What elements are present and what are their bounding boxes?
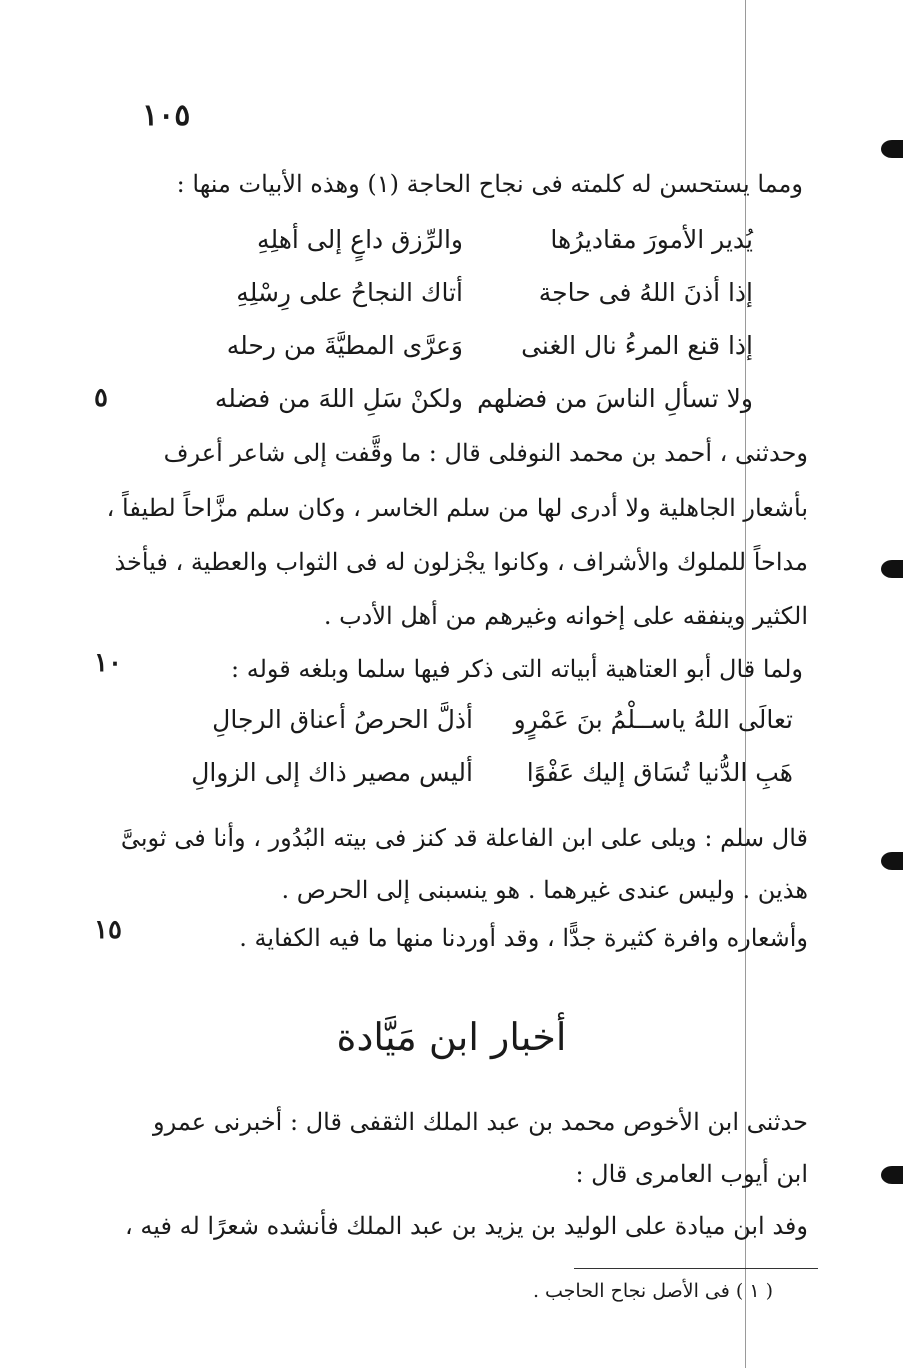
footnote-rule (574, 1268, 818, 1269)
verse-hemistich: يُدير الأمورَ مقاديرُها (550, 225, 753, 254)
paragraph-line: وحدثنى ، أحمد بن محمد النوفلى قال : ما وقَّفت إلى شاعر أعرف (163, 439, 808, 467)
scan-artifact (881, 852, 903, 870)
paragraph-line: مداحاً للملوك والأشراف ، وكانوا يجْزلون له فى الثواب والعطية ، فيأخذ (114, 548, 808, 576)
paragraph-line: وفد ابن ميادة على الوليد بن يزيد بن عبد الملك فأنشده شعرًا له فيه ، (125, 1212, 808, 1240)
verse-line (183, 758, 793, 787)
paragraph-line: ولما قال أبو العتاهية أبياته التى ذكر فيها سلما وبلغه قوله : (230, 655, 803, 683)
section-heading: أخبار ابن مَيَّادة (336, 1015, 567, 1059)
paragraph-line: الكثير وينفقه على إخوانه وغيرهم من أهل الأدب . (323, 602, 808, 630)
line-number: ١٥ (94, 915, 122, 945)
footnote: ( ١ ) فى الأصل نجاح الحاجب . (532, 1280, 773, 1302)
scan-artifact (881, 560, 903, 578)
scan-artifact (881, 140, 903, 158)
verse-hemistich: والرِّزق داعٍ إلى أهلِهِ (257, 225, 463, 254)
paragraph-line: وأشعاره وافرة كثيرة جدًّا ، وقد أوردنا منها ما فيه الكفاية . (239, 924, 808, 952)
verse-hemistich: أتاك النجاحُ على رِسْلِهِ (236, 278, 463, 307)
verse-hemistich: تعالَى اللهُ ياســلْمُ بنَ عَمْرٍو (513, 705, 793, 734)
verse-line (203, 384, 753, 413)
line-number: ١٠ (94, 648, 122, 678)
intro-line: ومما يستحسن له كلمته فى نجاح الحاجة (١) وهذه الأبيات منها : (176, 170, 803, 198)
verse-hemistich: ولكنْ سَلِ اللهَ من فضله (214, 384, 463, 413)
paragraph-line: بأشعار الجاهلية ولا أدرى لها من سلم الخاسر ، وكان سلم مزَّاحاً لطيفاً ، (106, 494, 808, 522)
verse-hemistich: أليس مصير ذاك إلى الزوالِ (191, 758, 473, 787)
verse-hemistich: إذا أذنَ اللهُ فى حاجة (538, 278, 753, 307)
paragraph-line: ابن أيوب العامرى قال : (575, 1160, 808, 1188)
verse-hemistich: ولا تسألِ الناسَ من فضلهم (477, 384, 753, 413)
verse-hemistich: إذا قنع المرءُ نال الغنى (521, 331, 753, 360)
verse-hemistich: هَبِ الدُّنيا تُسَاق إليك عَفْوًا (526, 758, 793, 787)
paragraph-line: قال سلم : ويلى على ابن الفاعلة قد كنز فى بيته البُدُور ، وأنا فى ثوبىَّ (120, 824, 808, 852)
verse-hemistich: أذلَّ الحرصُ أعناق الرجالِ (212, 705, 473, 734)
verse-line (203, 331, 753, 360)
verse-line (183, 705, 793, 734)
paragraph-line: حدثنى ابن الأخوص محمد بن عبد الملك الثقفى قال : أخبرنى عمرو (153, 1108, 808, 1136)
page-number: ١٠٥ (142, 98, 191, 133)
paragraph-line: هذين . وليس عندى غيرهما . هو ينسبنى إلى الحرص . (281, 876, 808, 904)
scan-artifact (881, 1166, 903, 1184)
verse-line (203, 225, 753, 254)
verse-line (203, 278, 753, 307)
verse-hemistich: وَعرَّى المطيَّةَ من رحله (226, 331, 463, 360)
line-number: ٥ (94, 383, 108, 413)
